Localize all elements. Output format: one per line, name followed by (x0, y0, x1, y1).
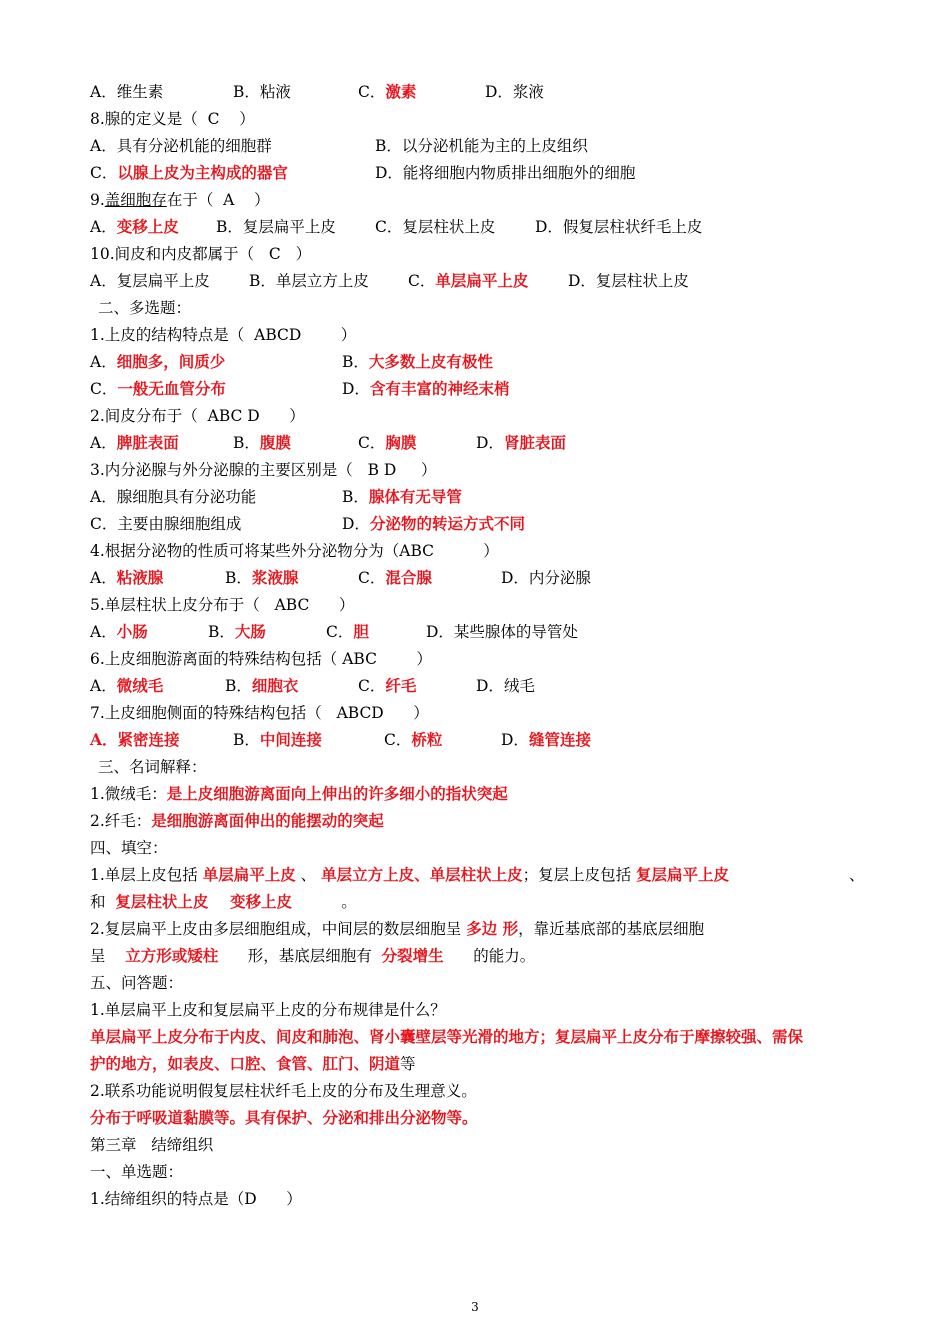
text-line (90, 324, 870, 346)
text-segment (90, 1080, 477, 1102)
answer-text: 大肠 (234, 622, 266, 641)
question-text: 1.微绒毛： (90, 785, 167, 803)
text-segment (90, 1053, 416, 1075)
text-line (90, 486, 870, 508)
question-text: A．腺细胞具有分泌功能 (90, 488, 257, 506)
question-text: 3.内分泌腺与外分泌腺的主要区别是（ B D ） (90, 461, 437, 479)
question-text: 4.根据分泌物的性质可将某些外分泌物分为（ABC ） (90, 542, 499, 560)
text-segment (476, 432, 566, 454)
question-text: C． (358, 434, 386, 452)
answer-text: 变移上皮 (116, 217, 179, 236)
text-line (90, 108, 870, 130)
text-line (90, 1080, 870, 1102)
text-line (90, 1026, 870, 1048)
answer-text: 单层扁平上皮 (435, 271, 529, 290)
answer-text: 胆 (353, 622, 369, 641)
question-text: B． (208, 623, 235, 641)
text-segment (90, 1107, 478, 1129)
text-segment (90, 162, 288, 184)
question-text: C． (90, 380, 118, 398)
question-text: 第三章 结缔组织 (90, 1136, 214, 1154)
text-segment (225, 675, 298, 697)
question-text: A．复层扁平上皮 (90, 272, 210, 290)
answer-text: 护的地方，如表皮、口腔、食管、肛门、阴道 (90, 1054, 401, 1073)
question-text: B．复层扁平上皮 (216, 218, 336, 236)
text-segment (90, 108, 255, 130)
text-segment (342, 513, 525, 535)
question-text: D．假复层柱状纤毛上皮 (535, 218, 703, 236)
question-text: C． (326, 623, 354, 641)
text-segment (90, 783, 508, 805)
text-segment (535, 216, 702, 238)
answer-text: 含有丰富的神经末梢 (369, 379, 510, 398)
answer-text: 复层扁平上皮 (636, 865, 730, 884)
text-segment (90, 837, 168, 859)
question-text: 四、填空： (90, 839, 168, 857)
question-text: 二、多选题： (98, 299, 192, 317)
answer-text: 是上皮细胞游离面向上伸出的许多细小的指状突起 (166, 784, 508, 803)
answer-text: 胸膜 (385, 433, 417, 452)
question-text: B．以分泌机能为主的上皮组织 (375, 137, 588, 155)
answer-text: 微绒毛 (116, 676, 164, 695)
text-line (90, 945, 870, 967)
answer-text: 腹膜 (259, 433, 291, 452)
question-text: C． (358, 83, 386, 101)
question-text: C． (358, 569, 386, 587)
answer-text: 粘液腺 (116, 568, 164, 587)
text-segment (90, 1026, 803, 1048)
text-segment (90, 1188, 302, 1210)
question-text: A． (90, 434, 117, 452)
answer-text: 单层扁平上皮分布于内皮、间皮和肺泡、肾小囊壁层等光滑的地方；复层扁平上皮分布于摩擦较强、需保 (90, 1027, 804, 1046)
text-segment (90, 675, 163, 697)
question-text: B．粘液 (233, 83, 291, 101)
text-segment (326, 621, 369, 643)
question-text: 五、问答题： (90, 974, 184, 992)
answer-text: 单层扁平上皮 (202, 865, 296, 884)
question-text: B． (342, 353, 369, 371)
question-text: C． (384, 731, 412, 749)
question-text: 和 (90, 893, 116, 911)
text-segment (90, 729, 180, 751)
question-text: 9. (90, 191, 105, 209)
text-line (90, 1053, 870, 1075)
answer-text: 脾脏表面 (116, 433, 179, 452)
answer-text: 纤毛 (385, 676, 417, 695)
text-segment (98, 756, 207, 778)
answer-text: 缝管连接 (528, 730, 591, 749)
text-line (90, 567, 870, 589)
text-segment (358, 567, 432, 589)
answer-text: 浆液腺 (251, 568, 299, 587)
question-text: 5.单层柱状上皮分布于（ ABC ） (90, 596, 355, 614)
text-segment (90, 513, 241, 535)
text-line (90, 351, 870, 373)
text-segment (476, 675, 535, 697)
answer-text: 以腺上皮为主构成的器官 (117, 163, 288, 182)
question-text: ；复层上皮包括 (522, 866, 637, 884)
question-text: 一、单选题： (90, 1163, 184, 1181)
text-segment (358, 675, 416, 697)
question-text: A． (90, 623, 117, 641)
text-segment (90, 81, 163, 103)
text-line (90, 162, 870, 184)
answer-text: 激素 (385, 82, 417, 101)
question-text: B． (225, 569, 252, 587)
answer-text: 立方形或矮柱 (125, 946, 219, 965)
question-text: 2.间皮分布于（ ABC D ） (90, 407, 305, 425)
text-line (90, 270, 870, 292)
answer-text: 复层柱状上皮 变移上皮 (115, 892, 292, 911)
question-text: A． (90, 569, 117, 587)
question-text: 1.结缔组织的特点是（D ） (90, 1190, 302, 1208)
text-segment (90, 891, 357, 913)
text-segment (485, 81, 544, 103)
text-segment (90, 189, 270, 211)
text-segment (90, 324, 356, 346)
question-text: C． (358, 677, 386, 695)
text-segment (90, 432, 179, 454)
text-line (90, 297, 870, 319)
text-line (90, 648, 870, 670)
text-segment (408, 270, 528, 292)
answer-text: 混合腺 (385, 568, 432, 587)
text-line (90, 432, 870, 454)
question-text: D． (342, 515, 370, 533)
answer-text: 肾脏表面 (503, 433, 566, 452)
question-text: B． (233, 434, 260, 452)
text-line (90, 1134, 870, 1156)
question-text: 三、名词解释： (98, 758, 207, 776)
text-line (90, 675, 870, 697)
text-line (90, 810, 870, 832)
answer-text: 分布于呼吸道黏膜等。具有保护、分泌和排出分泌物等。 (90, 1108, 478, 1127)
text-line (90, 891, 870, 913)
text-line (90, 405, 870, 427)
text-segment (426, 621, 578, 643)
text-segment (233, 432, 291, 454)
text-segment (90, 594, 354, 616)
question-text: C． (90, 164, 118, 182)
text-segment (90, 945, 535, 967)
question-text: C．复层柱状上皮 (375, 218, 496, 236)
text-line (90, 702, 870, 724)
answer-text: 分泌物的转运方式不同 (369, 514, 525, 533)
page-number: 3 (471, 1300, 479, 1314)
question-text: D．复层柱状上皮 (568, 272, 689, 290)
text-line (90, 1161, 870, 1183)
text-line (90, 135, 870, 157)
question-text: 、 (849, 866, 865, 884)
text-line (90, 1107, 870, 1129)
question-text: 2.纤毛： (90, 812, 152, 830)
question-text: D．浆液 (485, 83, 544, 101)
text-segment (90, 405, 305, 427)
question-text: B． (342, 488, 369, 506)
question-text: A． (90, 677, 117, 695)
question-text: B． (225, 677, 252, 695)
text-segment (98, 297, 191, 319)
question-text: D．某些腺体的导管处 (426, 623, 578, 641)
text-segment (90, 972, 183, 994)
text-segment (216, 216, 336, 238)
text-segment (90, 702, 429, 724)
answer-text: A．紧密连接 (90, 730, 180, 749)
text-segment (90, 486, 256, 508)
question-text: D．能将细胞内物质排出细胞外的细胞 (375, 164, 636, 182)
question-text: D．绒毛 (476, 677, 535, 695)
answer-text: 单层立方上皮、单层柱状上皮 (321, 865, 523, 884)
answer-text: 中间连接 (259, 730, 322, 749)
text-line (90, 999, 870, 1021)
question-text: 1.单层上皮包括 (90, 866, 203, 884)
question-text: D． (501, 731, 529, 749)
text-segment (384, 729, 442, 751)
answer-text: 桥粒 (411, 730, 443, 749)
question-text: B．单层立方上皮 (249, 272, 369, 290)
text-segment (90, 540, 499, 562)
text-segment (90, 216, 179, 238)
question-text: 呈 (90, 947, 126, 965)
question-text: 2.复层扁平上皮由多层细胞组成，中间层的数层细胞呈 (90, 920, 467, 938)
text-line (90, 837, 870, 859)
text-line (90, 594, 870, 616)
text-segment (849, 864, 865, 886)
question-text: 等 (400, 1055, 416, 1073)
text-segment (90, 567, 163, 589)
answer-text: 腺体有无导管 (368, 487, 462, 506)
text-line (90, 378, 870, 400)
text-line (90, 783, 870, 805)
text-segment (233, 729, 322, 751)
text-segment (358, 432, 416, 454)
text-segment (90, 918, 704, 940)
text-segment (342, 486, 462, 508)
text-segment (501, 729, 591, 751)
text-segment (342, 378, 509, 400)
question-text: 1.上皮的结构特点是（ ABCD ） (90, 326, 357, 344)
text-segment (90, 864, 729, 886)
text-segment (342, 351, 493, 373)
text-segment (375, 162, 635, 184)
question-text: C． (408, 272, 436, 290)
question-text: 7.上皮细胞侧面的特殊结构包括（ ABCD ） (90, 704, 429, 722)
text-line (90, 972, 870, 994)
text-line (90, 540, 870, 562)
text-line (90, 459, 870, 481)
answer-text: 细胞多，间质少 (116, 352, 226, 371)
text-segment (225, 567, 298, 589)
answer-text: 是细胞游离面伸出的能摆动的突起 (151, 811, 384, 830)
text-segment (208, 621, 266, 643)
text-line (90, 918, 870, 940)
text-segment (501, 567, 591, 589)
question-text: ，靠近基底部的基底层细胞 (518, 920, 705, 938)
answer-text: 一般无血管分布 (117, 379, 226, 398)
question-text: A．维生素 (90, 83, 164, 101)
question-text: 10.间皮和内皮都属于（ C ） (90, 245, 312, 263)
text-line (90, 81, 870, 103)
text-segment (375, 135, 588, 157)
text-segment (358, 81, 416, 103)
text-segment (90, 999, 446, 1021)
answer-text: 细胞衣 (251, 676, 299, 695)
text-line (90, 729, 870, 751)
text-segment (90, 621, 148, 643)
text-segment (90, 351, 225, 373)
question-text: 盖细胞存 (104, 191, 167, 209)
text-segment (90, 270, 210, 292)
question-text: 形，基底层细胞有 (218, 947, 382, 965)
answer-text: 分裂增生 (381, 946, 444, 965)
text-segment (90, 810, 384, 832)
answer-text: 小肠 (116, 622, 148, 641)
text-line (90, 864, 870, 886)
text-line (90, 621, 870, 643)
question-text: 在于（ A ） (166, 191, 270, 209)
question-text: B． (233, 731, 260, 749)
text-line (90, 189, 870, 211)
question-text: 、 (295, 866, 322, 884)
text-segment (90, 459, 436, 481)
question-text: 2.联系功能说明假复层柱状纤毛上皮的分布及生理意义。 (90, 1082, 477, 1100)
text-segment (90, 135, 272, 157)
text-line (90, 216, 870, 238)
text-line (90, 243, 870, 265)
text-segment (568, 270, 689, 292)
answer-text: 多边 形 (466, 919, 519, 938)
question-text: D．内分泌腺 (501, 569, 591, 587)
text-segment (90, 243, 311, 265)
question-text: A． (90, 218, 117, 236)
question-text: 的能力。 (443, 947, 536, 965)
text-segment (233, 81, 291, 103)
question-text: 8.腺的定义是（ C ） (90, 110, 255, 128)
text-line (90, 513, 870, 535)
text-segment (90, 1161, 183, 1183)
text-line (90, 1188, 870, 1210)
question-text: D． (476, 434, 504, 452)
answer-text: 大多数上皮有极性 (368, 352, 493, 371)
question-text: A． (90, 353, 117, 371)
text-line (90, 756, 870, 778)
question-text: 6.上皮细胞游离面的特殊结构包括（ ABC ） (90, 650, 432, 668)
question-text: 。 (291, 893, 357, 911)
question-text: 1.单层扁平上皮和复层扁平上皮的分布规律是什么？ (90, 1001, 446, 1019)
question-text: C．主要由腺细胞组成 (90, 515, 242, 533)
text-segment (90, 648, 432, 670)
text-segment (249, 270, 369, 292)
text-segment (375, 216, 495, 238)
question-text: A．具有分泌机能的细胞群 (90, 137, 272, 155)
text-segment (90, 378, 226, 400)
question-text: D． (342, 380, 370, 398)
text-segment (90, 1134, 213, 1156)
